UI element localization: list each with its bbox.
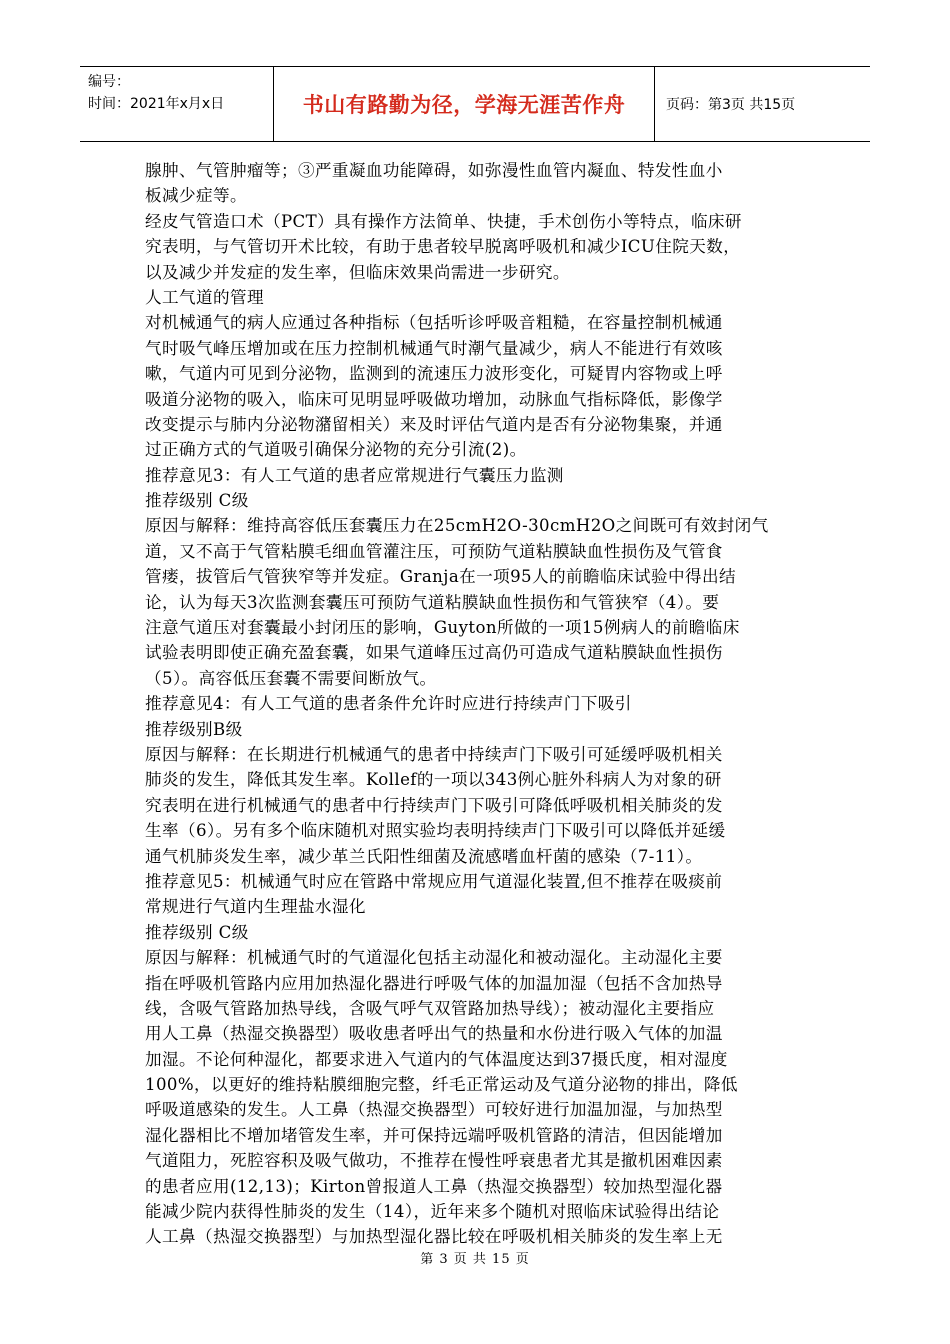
body-text-line: 推荐意见3：有人工气道的患者应常规进行气囊压力监测	[145, 465, 564, 485]
body-text-line: 原因与解释：机械通气时的气道湿化包括主动湿化和被动湿化。主动湿化主要	[145, 948, 723, 968]
body-text-line: 过正确方式的气道吸引确保分泌物的充分引流(2)。	[145, 440, 527, 460]
body-text-line: 原因与解释：在长期进行机械通气的患者中持续声门下吸引可延缓呼吸机相关	[145, 744, 723, 764]
body-text-line: 试验表明即使正确充盈套囊，如果气道峰压过高仍可造成气道粘膜缺血性损伤	[145, 643, 723, 663]
document-date: 时间：2021年x月x日	[88, 96, 225, 112]
body-text-line: 气时吸气峰压增加或在压力控制机械通气时潮气量减少，病人不能进行有效咳	[145, 338, 723, 358]
body-text-line: 的患者应用(12,13)；Kirton曾报道人工鼻（热湿交换器型）较加热型湿化器	[145, 1176, 723, 1196]
body-text-line: 人工气道的管理	[145, 287, 264, 307]
body-text-line: 道，又不高于气管粘膜毛细血管灌注压，可预防气道粘膜缺血性损伤及气管食	[145, 541, 723, 561]
body-text-line: 加湿。不论何种湿化，都要求进入气道内的气体温度达到37摄氏度，相对湿度	[145, 1049, 728, 1069]
body-text-line: 对机械通气的病人应通过各种指标（包括听诊呼吸音粗糙，在容量控制机械通	[145, 313, 723, 333]
body-text-line: 管瘘，拔管后气管狭窄等并发症。Granja在一项95人的前瞻临床试验中得出结	[145, 567, 736, 587]
body-text-line: 究表明在进行机械通气的患者中行持续声门下吸引可降低呼吸机相关肺炎的发	[145, 795, 723, 815]
body-text-line: 经皮气管造口术（PCT）具有操作方法简单、快捷，手术创伤小等特点，临床研	[145, 211, 742, 231]
body-text-line: 肺炎的发生，降低其发生率。Kollef的一项以343例心脏外科病人为对象的研	[145, 770, 722, 790]
body-text-line: 以及减少并发症的发生率，但临床效果尚需进一步研究。	[145, 262, 570, 282]
body-text-line: 常规进行气道内生理盐水湿化	[145, 897, 366, 917]
body-text-line: 生率（6）。另有多个临床随机对照实验均表明持续声门下吸引可以降低并延缓	[145, 821, 726, 841]
body-text-line: 推荐级别B级	[145, 719, 243, 739]
body-text-line: 推荐级别 C级	[145, 491, 249, 511]
body-text-line: 呼吸道感染的发生。人工鼻（热湿交换器型）可较好进行加温加湿，与加热型	[145, 1100, 723, 1120]
body-text-line: 指在呼吸机管路内应用加热湿化器进行呼吸气体的加温加湿（包括不含加热导	[145, 973, 723, 993]
header-table	[80, 66, 870, 142]
body-text-line: 推荐级别 C级	[145, 922, 249, 942]
body-text-line: 注意气道压对套囊最小封闭压的影响，Guyton所做的一项15例病人的前瞻临床	[145, 618, 740, 638]
header-meta	[88, 71, 264, 115]
body-text-line: 100%，以更好的维持粘膜细胞完整，纤毛正常运动及气道分泌物的排出，降低	[145, 1075, 738, 1095]
document-body	[145, 158, 807, 1250]
body-text-line: 嗽，气道内可见到分泌物，监测到的流速压力波形变化，可疑胃内容物或上呼	[145, 364, 723, 384]
header-divider	[654, 67, 655, 141]
body-text-line: 板减少症等。	[145, 186, 247, 206]
body-text-line: 湿化器相比不增加堵管发生率，并可保持远端呼吸机管路的清洁，但因能增加	[145, 1125, 723, 1145]
body-text-line: 用人工鼻（热湿交换器型）吸收患者呼出气的热量和水份进行吸入气体的加温	[145, 1024, 723, 1044]
header-motto: 书山有路勤为径，学海无涯苦作舟	[302, 93, 626, 117]
body-text-line: 通气机肺炎发生率，减少革兰氏阳性细菌及流感嗜血杆菌的感染（7-11）。	[145, 846, 703, 866]
body-text-line: 原因与解释：维持高容低压套囊压力在25cmH2O-30cmH2O之间既可有效封闭气	[145, 516, 769, 536]
body-text-line: 气道阻力，死腔容积及吸气做功，不推荐在慢性呼衰患者尤其是撤机困难因素	[145, 1151, 723, 1171]
body-text-line: 吸道分泌物的吸入，临床可见明显呼吸做功增加，动脉血气指标降低，影像学	[145, 389, 723, 409]
page-footer: 第 3 页 共 15 页	[420, 1252, 530, 1267]
page-header	[80, 66, 870, 142]
body-text-line: 能减少院内获得性肺炎的发生（14），近年来多个随机对照临床试验得出结论	[145, 1202, 720, 1222]
body-text-line: （5）。高容低压套囊不需要间断放气。	[145, 668, 437, 688]
body-text-line: 推荐意见5：机械通气时应在管路中常规应用气道湿化装置,但不推荐在吸痰前	[145, 871, 723, 891]
body-text-line: 人工鼻（热湿交换器型）与加热型湿化器比较在呼吸机相关肺炎的发生率上无	[145, 1227, 723, 1247]
body-text-line: 推荐意见4：有人工气道的患者条件允许时应进行持续声门下吸引	[145, 694, 632, 714]
header-page-number: 页码：第3页 共15页	[666, 97, 796, 113]
body-text-line: 究表明，与气管切开术比较，有助于患者较早脱离呼吸机和减少ICU住院天数，	[145, 237, 741, 257]
body-text-line: 改变提示与肺内分泌物潴留相关）来及时评估气道内是否有分泌物集聚，并通	[145, 414, 723, 434]
document-number: 编号：	[88, 74, 130, 90]
body-text-line: 线，含吸气管路加热导线，含吸气呼气双管路加热导线）；被动湿化主要指应	[145, 998, 715, 1018]
body-text-line: 论，认为每天3次监测套囊压可预防气道粘膜缺血性损伤和气管狭窄（4）。要	[145, 592, 720, 612]
body-text-line: 腺肿、气管肿瘤等；③严重凝血功能障碍，如弥漫性血管内凝血、特发性血小	[145, 161, 723, 180]
